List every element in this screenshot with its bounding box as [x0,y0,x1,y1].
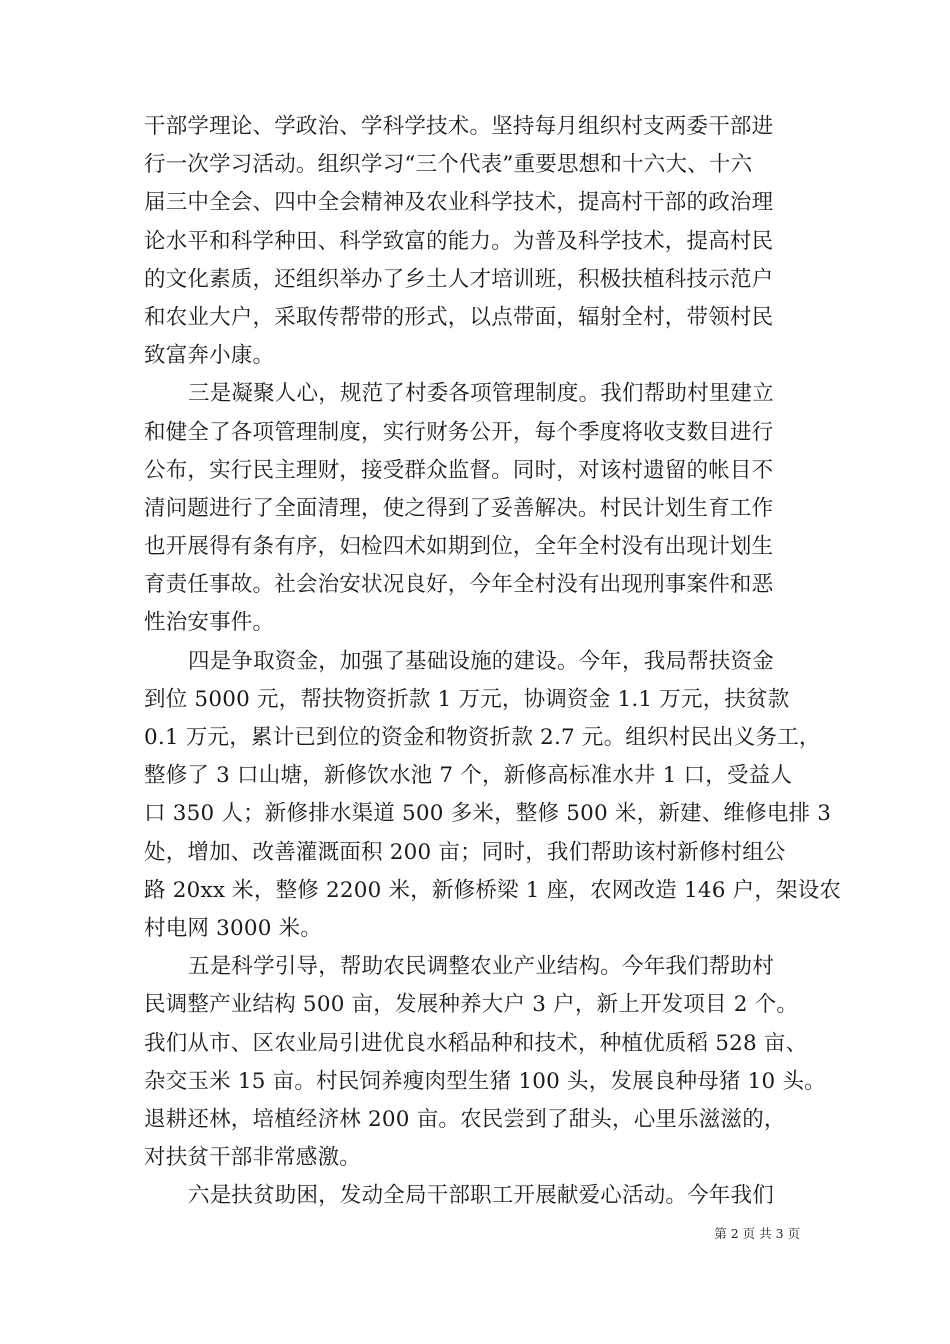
text-line: 杂交玉米 15 亩。村民饲养瘦肉型生猪 100 头，发展良种母猪 10 头。 [144,1068,826,1094]
text-line: 致富奔小康。 [144,343,275,369]
body-text [144,108,842,1215]
paragraph-first-line: 六是扶贫助困，发动全局干部职工开展献爱心活动。今年我们 [188,1183,774,1209]
text-line: 也开展得有条有序，妇检四术如期到位，全年全村没有出现计划生 [144,534,774,560]
text-line: 民调整产业结构 500 亩，发展种养大户 3 户，新上开发项目 2 个。 [144,992,799,1018]
paragraph-first-line: 五是科学引导，帮助农民调整农业产业结构。今年我们帮助村 [188,954,774,980]
text-line: 退耕还林，培植经济林 200 亩。农民尝到了甜头，心里乐滋滋的， [144,1106,786,1132]
text-line: 处，增加、改善灌溉面积 200 亩；同时，我们帮助该村新修村组公 [144,839,786,865]
text-line: 我们从市、区农业局引进优良水稻品种和技术，种植优质稻 528 亩、 [144,1030,808,1056]
text-line: 行一次学习活动。组织学习“三个代表”重要思想和十六大、十六 [144,152,753,178]
text-line: 届三中全会、四中全会精神及农业科学技术，提高村干部的政治理 [144,190,774,216]
text-line: 清问题进行了全面清理，使之得到了妥善解决。村民计划生育工作 [144,495,774,521]
text-line: 的文化素质，还组织举办了乡土人才培训班，积极扶植科技示范户 [144,266,774,292]
text-line: 公布，实行民主理财，接受群众监督。同时，对该村遗留的帐目不 [144,457,774,483]
text-line: 和农业大户，采取传帮带的形式，以点带面，辐射全村，带领村民 [144,304,774,330]
page-number-footer: 第 2 页 共 3 页 [714,1226,800,1241]
text-line: 村电网 3000 米。 [144,915,323,941]
text-line: 论水平和科学种田、科学致富的能力。为普及科学技术，提高村民 [144,228,774,254]
text-line: 和健全了各项管理制度，实行财务公开，每个季度将收支数目进行 [144,419,774,445]
text-line: 对扶贫干部非常感激。 [144,1145,362,1171]
text-line: 到位 5000 元，帮扶物资折款 1 万元，协调资金 1.1 万元，扶贫款 [144,686,790,712]
text-line: 路 20xx 米，整修 2200 米，新修桥梁 1 座，农网改造 146 户，架设农 [144,877,842,903]
text-line: 性治安事件。 [144,610,275,636]
text-line: 口 350 人；新修排水渠道 500 多米，整修 500 米，新建、维修电排 3 [144,801,832,827]
text-line: 0.1 万元，累计已到位的资金和物资折款 2.7 元。组织村民出义务工， [144,725,821,750]
text-line: 整修了 3 口山塘，新修饮水池 7 个，新修高标准水井 1 口，受益人 [144,763,793,789]
text-line: 育责任事故。社会治安状况良好，今年全村没有出现刑事案件和恶 [144,572,774,598]
paragraph-first-line: 四是争取资金，加强了基础设施的建设。今年，我局帮扶资金 [188,648,774,674]
paragraph-first-line: 三是凝聚人心，规范了村委各项管理制度。我们帮助村里建立 [188,381,774,407]
text-line: 干部学理论、学政治、学科学技术。坚持每月组织村支两委干部进 [144,114,774,139]
